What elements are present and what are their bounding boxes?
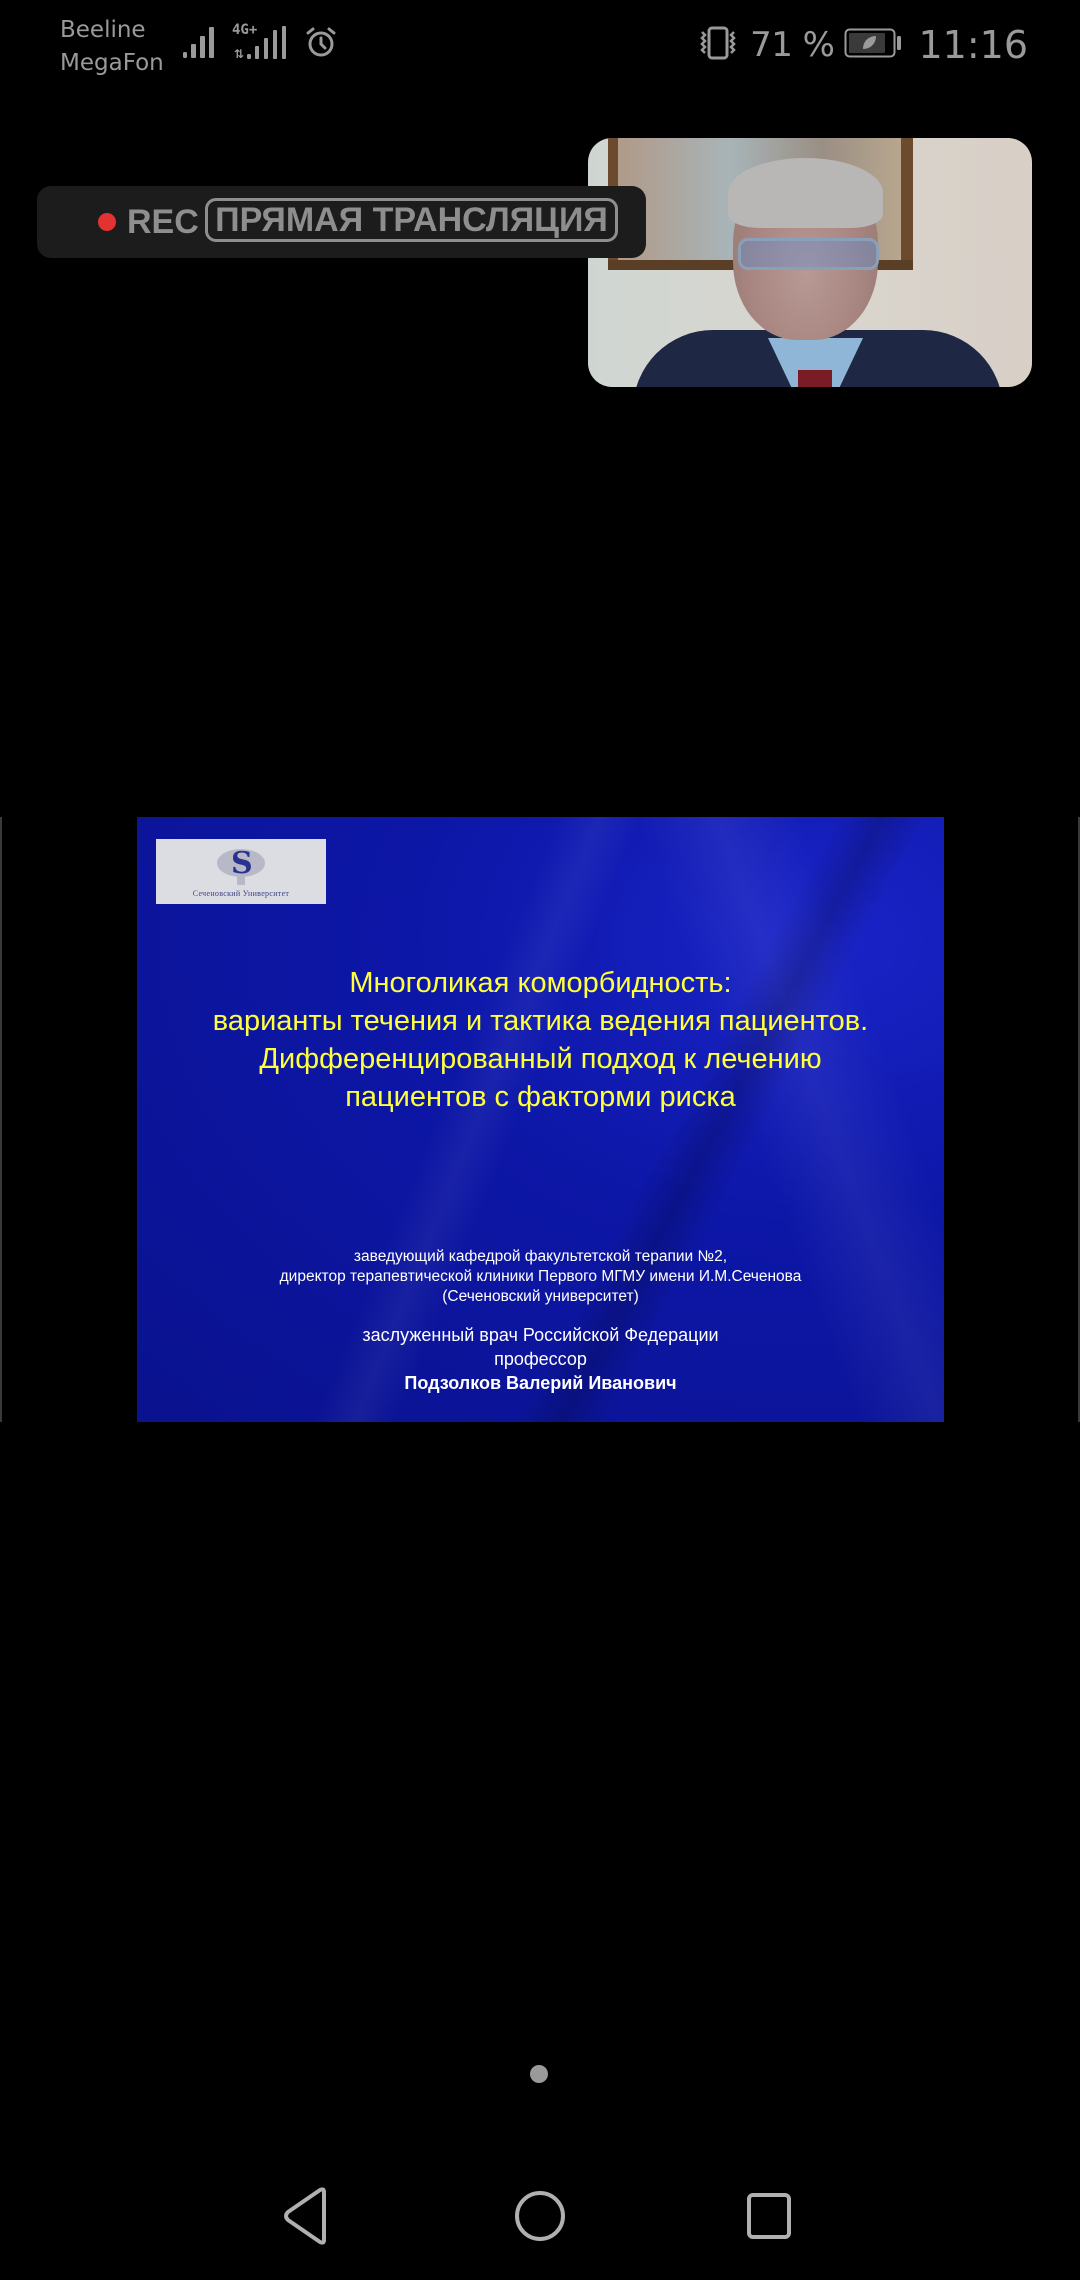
university-logo (156, 839, 326, 904)
speaker-video-thumbnail[interactable] (588, 138, 1032, 387)
slide-title-line: Дифференцированный подход к лечению (259, 1043, 822, 1075)
speaker-name: Подзолков Валерий Иванович (404, 1373, 677, 1393)
speaker-credentials (137, 1323, 944, 1395)
affiliation-line: директор терапевтической клиники Первого МГМУ имени И.М.Сеченова (279, 1268, 802, 1285)
live-stream-badge (205, 198, 618, 242)
carrier-1: Beeline (60, 17, 146, 43)
svg-text:⇅: ⇅ (234, 47, 245, 61)
signal-4g-icon (232, 24, 290, 64)
speaker-tie (798, 370, 832, 387)
status-icons-right (696, 20, 1028, 70)
speaker-affiliation (137, 1247, 944, 1307)
signal-icon (182, 24, 218, 65)
slide-title (137, 964, 944, 1116)
status-icons-left (182, 22, 338, 66)
vibrate-icon (696, 26, 740, 65)
logo-caption: Сеченовский Университет (192, 889, 290, 898)
page-indicator-dot[interactable] (530, 2065, 548, 2083)
system-navigation-bar (0, 2180, 1080, 2252)
shared-presentation-slide[interactable] (137, 817, 944, 1422)
recording-status-pill (37, 186, 646, 258)
live-stream-label: ПРЯМАЯ ТРАНСЛЯЦИЯ (215, 201, 608, 239)
carrier-2: MegaFon (60, 50, 164, 76)
affiliation-line: (Сеченовский университет) (442, 1288, 639, 1305)
slide-title-line: пациентов с факторми риска (345, 1081, 736, 1113)
recording-dot-icon (98, 213, 116, 231)
carrier-names (60, 14, 164, 80)
tree-logo-icon: S (213, 847, 269, 887)
rec-label: REC (127, 203, 199, 241)
battery-saver-icon (844, 28, 902, 63)
speaker-hair (728, 158, 883, 228)
slide-title-line: Многоликая коморбидность: (349, 967, 732, 999)
slide-title-line: варианты течения и тактика ведения пациентов. (212, 1005, 869, 1037)
honors-line: заслуженный врач Российской Федерации (362, 1325, 719, 1345)
clock: 11:16 (918, 23, 1028, 67)
affiliation-line: заведующий кафедрой факультетской терапии №2, (353, 1248, 728, 1265)
recents-icon (739, 2186, 799, 2246)
recents-button[interactable] (733, 2180, 805, 2252)
honors-line: профессор (494, 1349, 587, 1369)
alarm-icon (304, 25, 338, 64)
home-button[interactable] (504, 2180, 576, 2252)
battery-percent: 71 % (750, 25, 835, 65)
back-button[interactable] (272, 2180, 344, 2252)
home-icon (510, 2186, 570, 2246)
network-type-label: 4G+ (232, 22, 258, 38)
back-icon (278, 2186, 338, 2246)
shared-screen-edge-left (0, 817, 2, 1422)
speaker-glasses (738, 238, 879, 270)
